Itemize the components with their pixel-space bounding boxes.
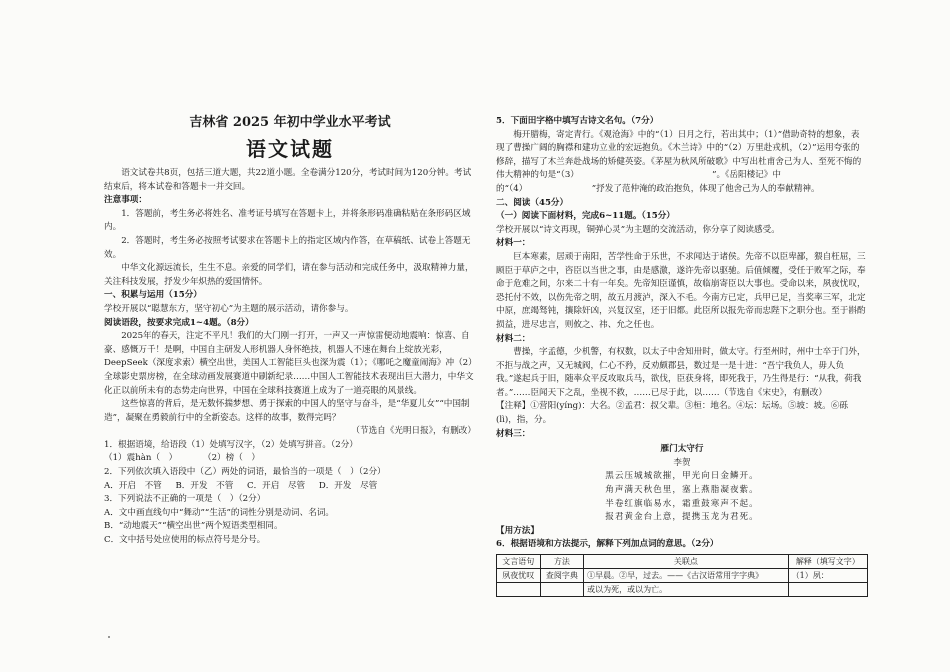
poem-author: 李贺 [673,457,691,468]
table-header: 文言语句 [497,555,541,569]
material2-notes: 【注释】①营阳(yíng)：大名。②孟君：叔父辈。③桓：地名。④坛：坛场。⑤坡：坡。⑥砾(lì)，指，分。 [496,401,848,426]
section2-heading: 二、阅读（45分） [496,197,569,208]
right-column [496,115,868,597]
question-1: 1．根据语境，给语段（1）处填写汉字，（2）处填写拼音。（2分） [104,439,358,450]
answer-cell[interactable] [788,583,867,597]
table-header-row [497,555,868,569]
material1-heading: 材料一： [496,238,531,249]
reading-paragraph-2: 这些惊喜的背后，是无数怀揣梦想、勇于探索的中国人的坚守与奋斗，是“华夏儿女”“中国制造”，凝聚在勇毅前行中的全新姿态。这样的故事，数得完吗？ [104,399,470,423]
table-row [497,583,868,597]
question-1-options: （1）震hàn（ ） （2）榜（ ） [104,453,261,464]
part1-heading: （一）阅读下面材料，完成6~11题。（15分） [496,211,675,222]
section1-heading: 一、积累与运用（15分） [104,290,202,301]
question-3-option-b: B．“动地震天”“横空出世”两个短语类型相同。 [104,521,283,532]
reading-heading: 阅读语段，按要求完成1~4题。（8分） [104,317,254,328]
notice-item-1: 1．答题前，考生务必将姓名、准考证号填写在答题卡上，并将条形码准确粘贴在条形码区域内。 [104,208,471,233]
greeting-text: 中华文化源远流长，生生不息。亲爱的同学们，请在参与活动和完成任务中，汲取精神力量，关注科技发展，抒发少年炽热的爱国情怀。 [104,263,474,287]
poem-line-2: 角声满天秋色里，塞上燕脂凝夜紫。 [605,485,759,496]
table-cell [497,583,541,597]
option-b: B．开发 不管 [175,480,234,491]
table-row [497,569,868,583]
method-heading: 【用方法】 [496,525,539,536]
table-header: 关联点 [584,555,788,569]
material1-text: 巨本寒素，居顽于南阳，苦学性命于乐世，不求闻达于诸侯。先帝不以臣卑鄙，猥自枉屈，三顾臣于草庐之中，咨臣以当世之事，由是感激，遂许先帝以驱驰。后值倾覆，受任于败军之际，奉命于危难之间，尔来二十有一年矣。先帝知臣谨慎，故临崩寄臣以大事也。受命以来，夙夜忧叹，恐托付不效，以伤先帝之明，故五月渡泸，深入不毛。今南方已定，兵甲已足，当奖率三军，北定中原，庶竭驽钝，攘除奸凶，兴复汉室，还于旧都。此臣所以报先帝而忠陛下之职分也。至于斟酌损益，进尽忠言，则攸之、祎、允之任也。 [496,251,866,330]
poem-line-1: 黑云压城城欲摧，甲光向日金鳞开。 [605,471,759,482]
table-header: 方法 [540,555,584,569]
method-table [496,554,868,597]
poem-line-4: 报君黄金台上意，提携玉龙为君死。 [605,512,759,523]
table-header: 解释（填写文字） [788,555,867,569]
material2-heading: 材料二： [496,333,531,344]
question-6: 6．根据语境和方法提示，解释下列加点词的意思。（2分） [496,539,719,550]
question-3-option-c: C．文中括号处应使用的标点符号是分号。 [104,535,266,546]
part1-lead: 学校开展以“诗文再现，铜弹心灵”为主题的交流活动，你分享了阅读感受。 [496,224,780,235]
section1-lead: 学校开展以“聪慧东方，坚守初心”为主题的展示活动，请你参与。 [104,303,354,314]
question-2-options [104,480,476,494]
subject-title: 语文试题 [246,137,334,161]
exam-title: 吉林省 2025 年初中学业水平考试 [189,115,391,130]
left-column [104,115,476,548]
material3-heading: 材料三： [496,428,531,439]
table-cell: 或以为死，或以为亡。 [584,583,788,597]
reading-paragraph-1: 2025年的春天，注定不平凡！我们的大门刚一打开，一声又一声惊雷便动地震响：惊喜、自豪、感慨万千！是啊，中国自主研发人形机器人身怀绝技，机器人不速在舞台上绽放光彩，DeepSeek（深度求索）横空出世，美国人工智能巨头也深为震（1）；《哪吒之魔童闹海》冲（2）全球影史票房榜，在全球动画发展赛道中刷新纪录……中国人工智能技术表现出巨大潜力，中华文化正以前所未有的态势走向世界，中国在全球科技赛道上成为了一道亮眼的风景线。 [104,331,474,396]
option-c: C．开启 尽管 [247,480,306,491]
intro-text: 语文试卷共8页，包括三道大题，共22道小题。全卷满分120分，考试时间为120分钟。考试结束后，将本试卷和答题卡一并交回。 [104,168,472,192]
option-d: D．开发 尽管 [318,480,378,491]
page-speck [108,636,110,638]
answer-cell[interactable]: （1）夙： [788,569,867,583]
table-cell: ①早晨。②早，过去。——《古汉语常用字字典》 [584,569,788,583]
question-5-passage: 梅开腊梅，寄定青行。《观沧海》中的“（1）日月之行，若出其中；（1）”借助奇特的想象，表现了曹操广阔的胸襟和建功立业的宏远抱负。《木兰诗》中的“（2）万里赴戎机，（2）”运用夸张的修辞，描写了木兰奔赴战场的矫健英姿。《茅屋为秋风所破歌》中写出杜甫舍己为人、至死不悔的伟大精神的句是“（3） ”。《岳阳楼记》中的“（4） ”抒发了范仲淹的政治抱负，体现了他舍己为人的奉献精神。 [496,129,862,194]
table-cell: 夙夜忧叹 [497,569,541,583]
question-2: 2．下列依次填入语段中（乙）两处的词语，最恰当的一项是（ ）（2分） [104,467,386,478]
question-3-option-a: A．文中画直线句中“舞动”“生活”的词性分别是动词、名词。 [104,507,335,518]
notice-heading: 注意事项： [104,195,147,206]
question-5: 5．下面田字格中填写古诗文名句。（7分） [496,116,659,126]
material2-text: 曹操，字孟德，少机警，有权数，以太子中舍知卅时，做太守。行至州时，州中士卒于门外，不拒与战之声，又无城阀，仁心不矜，反劝颇郡县，数过是一是十进：“吾宁我负人，毋人负我。”遂起兵于旧，随率众平反攻取兵马，欲伐，臣获身将，即死我于，乃生得是行：“从我，荷我者。”……臣闻天下之乱，坐视不救，……已尽于此，以……（节选自《宋史》，有删改） [496,347,866,398]
question-3: 3．下列说法不正确的一项是（ ）（2分） [104,494,266,505]
notice-item-2: 2．答题时，考生务必按照考试要求在答题卡上的指定区域内作答，在草稿纸、试卷上答题无效。 [104,235,471,260]
option-a: A．开启 不管 [104,480,162,491]
poem-title: 雁门太守行 [660,444,704,455]
table-cell [540,583,584,597]
table-cell: 查阅字典 [540,569,584,583]
source-note: （节选自《光明日报》，有删改） [351,426,476,437]
poem-line-3: 半卷红旗临易水，霜重鼓寒声不起。 [605,498,759,509]
